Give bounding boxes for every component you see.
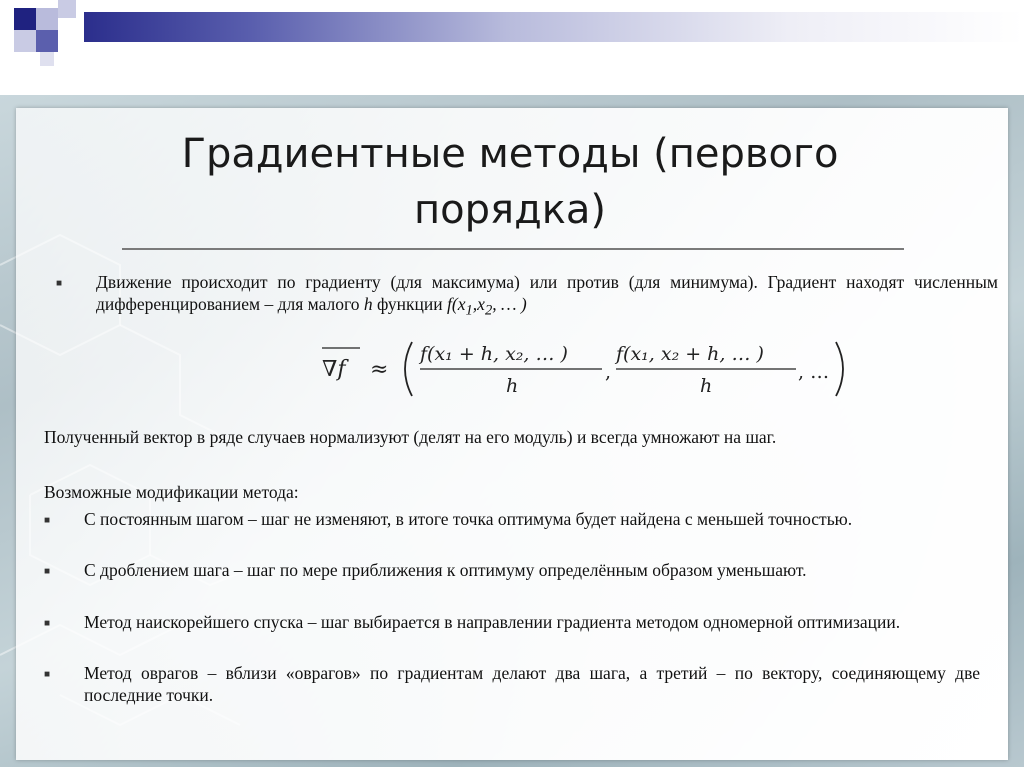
title-divider: [122, 248, 904, 250]
bullet-step-splitting: С дроблением шага – шаг по мере приближения к оптимуму определённым образом уменьшают.: [84, 560, 807, 580]
formula-denominator-1: h: [506, 375, 519, 397]
bullet-constant-step: С постоянным шагом – шаг не изменяют, в итоге точка оптимума будет найдена с меньшей точностью.: [84, 509, 853, 529]
header-gradient-strip: [84, 12, 1024, 42]
bullet-marker: ■: [44, 566, 51, 577]
bullet-steepest-descent: Метод наискорейшего спуска – шаг выбирается в направлении градиента методом одномерной оптимизации.: [84, 612, 901, 632]
bullet-gradient-text: Движение происходит по градиенту (для максимума) или против (для минимума). Градиент находят численным дифференцированием – для малого: [96, 272, 998, 314]
formula-denominator-2: h: [700, 375, 713, 397]
formula-tail: , …: [798, 361, 830, 383]
bullet-function-end: , … ): [492, 294, 527, 314]
formula-approx: ≈: [370, 357, 389, 382]
bullet-marker: ■: [44, 515, 51, 526]
title-line-1: Градиентные методы (первого: [181, 131, 839, 177]
formula-numerator-2: f(x₁, x₂ + h, … ): [616, 343, 764, 365]
normalization-paragraph: Полученный вектор в ряде случаев нормализуют (делят на его модуль) и всегда умножают на шаг.: [44, 427, 777, 447]
bullet-sub-1: 1: [465, 302, 473, 319]
deco-square: [14, 8, 36, 30]
deco-square: [40, 52, 54, 66]
bullet-marker: ■: [56, 278, 63, 289]
slide-title: [60, 126, 960, 238]
bullet-marker: ■: [44, 669, 51, 680]
bullet-function-f: f(x: [447, 294, 466, 314]
deco-square: [36, 8, 58, 30]
formula-right-paren: [836, 342, 843, 396]
deco-square: [36, 30, 58, 52]
formula-numerator-1: f(x₁ + h, x₂, … ): [420, 343, 568, 365]
modifications-heading: Возможные модификации метода:: [44, 482, 299, 502]
bullet-sub-2: 2: [484, 302, 493, 319]
gradient-formula: [320, 336, 860, 402]
formula-left-paren: [405, 342, 412, 396]
deco-square: [14, 30, 36, 52]
bullet-function-prefix: функции: [372, 294, 448, 314]
formula-separator: ,: [605, 361, 612, 383]
bullet-function-comma: ,x: [472, 294, 485, 314]
deco-square: [58, 0, 76, 18]
bullet-h-symbol: h: [363, 294, 373, 314]
formula-lhs: ∇f: [322, 357, 346, 382]
title-line-2: порядка): [413, 187, 606, 233]
slide-header: [0, 0, 1024, 95]
bullet-ravine-method: Метод оврагов – вблизи «оврагов» по градиентам делают два шага, а третий – по вектору, соединяющему две последние точки.: [84, 663, 980, 705]
bullet-marker: ■: [44, 618, 51, 629]
bullet-gradient-definition: [96, 271, 998, 322]
